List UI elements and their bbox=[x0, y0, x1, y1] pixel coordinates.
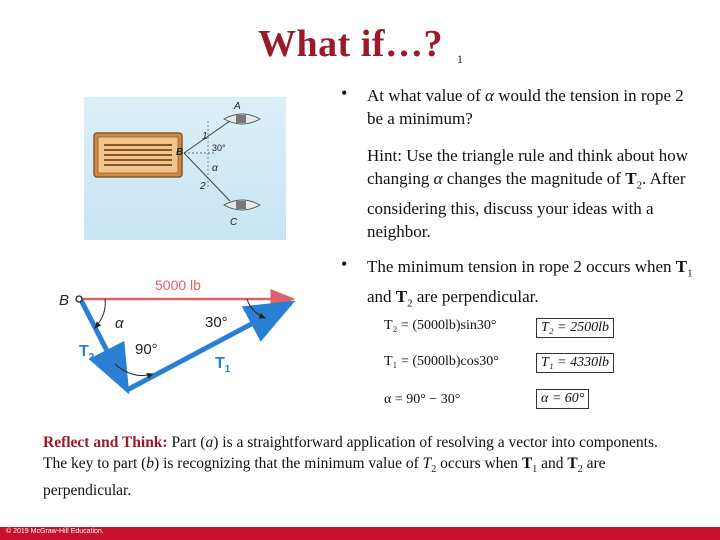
alpha-label: α bbox=[212, 163, 218, 174]
answer-1-box: T₂ = 2500lb bbox=[536, 318, 614, 338]
alpha-arc bbox=[95, 299, 105, 328]
equation-1: T₂ = (5000lb)sin30° bbox=[384, 318, 497, 333]
equation-2: T₁ = (5000lb)cos30° bbox=[384, 354, 499, 369]
t2-label: $T_2$ bbox=[79, 343, 95, 363]
copyright-text: © 2019 McGraw-Hill Education. bbox=[6, 528, 104, 535]
reflect-label: Reflect and Think: bbox=[43, 434, 168, 451]
label-b: B bbox=[176, 147, 184, 158]
angle-30-label: 30° bbox=[212, 143, 226, 153]
question-text-start: At what value of bbox=[367, 86, 486, 105]
answer-3-box: α = 60° bbox=[536, 389, 589, 409]
label-a: A bbox=[234, 101, 241, 112]
point-b-marker bbox=[76, 296, 82, 302]
answer-2-box: T₁ = 4330lb bbox=[536, 353, 614, 373]
force-label: 5000 lb bbox=[155, 277, 201, 293]
slide-title: What if…? bbox=[258, 23, 443, 65]
alpha-label: α bbox=[115, 315, 124, 332]
point-b-label: B bbox=[59, 292, 70, 309]
boat-figure bbox=[84, 97, 286, 240]
reflect-and-think-text: Reflect and Think: Part (a) is a straightforward application of resolving a vector into components. The key to part (b) is recognizing that the minimum value of $T_2$ occurs when $T_1$ and $T_2$ are perpendicular. bbox=[43, 434, 658, 500]
slide-number: 1 bbox=[457, 52, 463, 66]
alpha-symbol: α bbox=[485, 86, 494, 105]
rope-1-label: 1 bbox=[202, 131, 208, 142]
barge-shape bbox=[94, 133, 182, 177]
angle-30-arc bbox=[247, 299, 265, 318]
hint-text: Hint: Use the triangle rule and think about how changing α changes the magnitude of $T_2$. After considering this, discuss your ideas with a neighbor. bbox=[367, 146, 689, 242]
bullet-icon: • bbox=[341, 254, 348, 274]
answer-bullet: • The minimum tension in rope 2 occurs when $T_1$ and $T_2$ are perpendicular. bbox=[341, 254, 693, 310]
equation-3: α = 90° − 30° bbox=[384, 392, 461, 407]
vector-triangle-figure bbox=[55, 270, 310, 400]
bullet-icon: • bbox=[341, 83, 348, 103]
question-bullet bbox=[341, 83, 687, 130]
t1-label: $T_1$ bbox=[215, 355, 231, 375]
footer-bar bbox=[0, 527, 720, 540]
question-text-end: would the tension in rope 2 be a minimum? bbox=[367, 86, 684, 128]
angle-90-label: 90° bbox=[135, 341, 158, 358]
label-c: C bbox=[230, 217, 238, 228]
angle-30-label: 30° bbox=[205, 314, 228, 331]
rope-2-label: 2 bbox=[200, 181, 206, 192]
